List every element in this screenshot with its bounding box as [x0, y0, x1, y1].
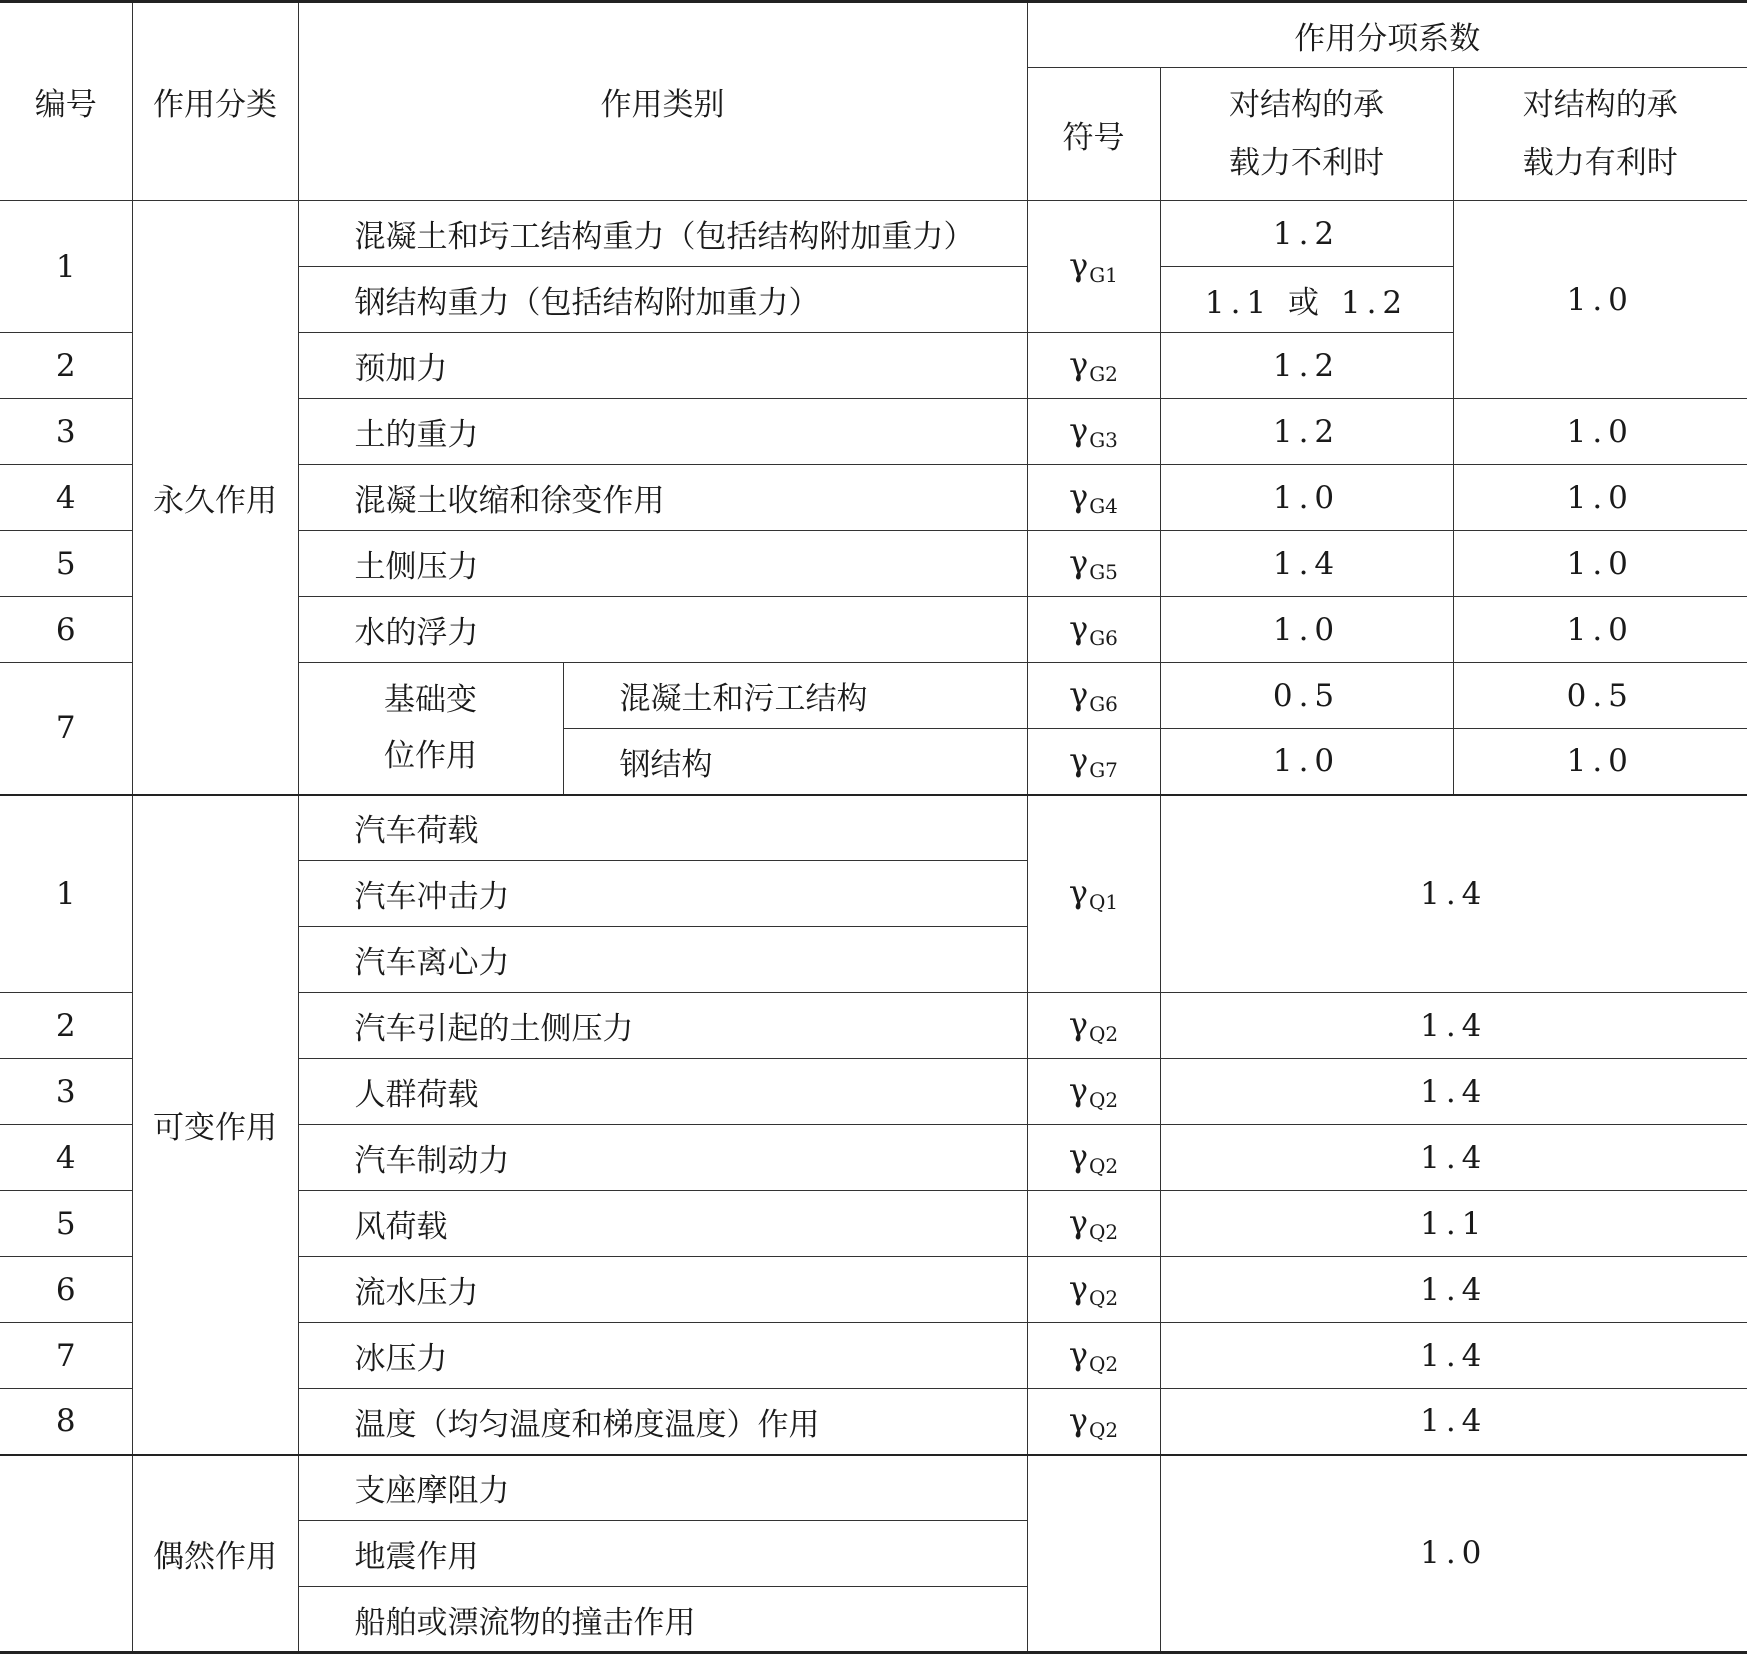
- header-type: 作用类别: [298, 2, 1027, 201]
- gamma-glyph: γ: [1069, 740, 1089, 779]
- row-number: 2: [0, 333, 132, 399]
- action-type: 混凝土收缩和徐变作用: [298, 465, 1027, 531]
- gamma-glyph: γ: [1069, 411, 1089, 449]
- coefficient-symbol: [1027, 1257, 1160, 1323]
- action-type: 土的重力: [298, 399, 1027, 465]
- action-subtype: 混凝土和污工结构: [563, 663, 1027, 729]
- coefficient-symbol: [1027, 1389, 1160, 1455]
- coefficient-symbol: [1027, 1059, 1160, 1125]
- gamma-glyph: γ: [1069, 477, 1089, 515]
- symbol-subscript: Q2: [1089, 1417, 1119, 1442]
- gamma-glyph: γ: [1069, 246, 1089, 284]
- header-favorable-line1: 对结构的承: [1522, 87, 1678, 123]
- action-type: 汽车冲击力: [298, 861, 1027, 927]
- header-category: 作用分类: [132, 2, 298, 201]
- favorable-value: 1.0: [1453, 531, 1747, 597]
- row-number: 1: [0, 201, 132, 333]
- row-number: 6: [0, 597, 132, 663]
- header-row-1: [0, 2, 1747, 68]
- coefficient-symbol: [1027, 1323, 1160, 1389]
- table-row: [0, 1455, 1747, 1521]
- action-type: 混凝土和圬工结构重力（包括结构附加重力）: [298, 201, 1027, 267]
- category-accidental: 偶然作用: [132, 1455, 298, 1653]
- symbol-subscript: Q2: [1089, 1352, 1119, 1376]
- gamma-glyph: γ: [1068, 1400, 1088, 1439]
- action-subtype: 钢结构: [563, 729, 1027, 795]
- row-number: 7: [0, 1323, 132, 1389]
- favorable-value: 1.0: [1453, 729, 1747, 795]
- action-type: 土侧压力: [298, 531, 1027, 597]
- favorable-value: 1.0: [1453, 597, 1747, 663]
- coefficient-symbol: [1027, 729, 1160, 795]
- action-type: 船舶或漂流物的撞击作用: [298, 1587, 1027, 1653]
- unfavorable-value: 1.4: [1160, 531, 1453, 597]
- header-symbol: 符号: [1027, 68, 1160, 201]
- coefficient-symbol: [1027, 663, 1160, 729]
- symbol-subscript: G7: [1089, 757, 1118, 782]
- action-type: 地震作用: [298, 1521, 1027, 1587]
- action-type: 预加力: [298, 333, 1027, 399]
- gamma-glyph: γ: [1068, 873, 1088, 912]
- gamma-glyph: γ: [1068, 1071, 1088, 1109]
- unfavorable-value: 1.2: [1160, 201, 1453, 267]
- unfavorable-value: 1.0: [1160, 729, 1453, 795]
- header-unfavorable-line1: 对结构的承: [1229, 87, 1384, 123]
- coefficient-value: 1.4: [1160, 1389, 1747, 1455]
- coefficient-symbol: [1027, 993, 1160, 1059]
- coefficient-symbol: [1027, 1191, 1160, 1257]
- favorable-value: 0.5: [1453, 663, 1747, 729]
- action-type: 汽车制动力: [298, 1125, 1027, 1191]
- coefficient-value: 1.4: [1160, 1125, 1747, 1191]
- coefficient-symbol-empty: [1027, 1455, 1160, 1653]
- symbol-subscript: G3: [1089, 428, 1118, 452]
- category-permanent: 永久作用: [132, 201, 298, 795]
- gamma-glyph: γ: [1068, 1005, 1088, 1043]
- unfavorable-value: 1.2: [1160, 333, 1453, 399]
- action-type: 冰压力: [298, 1323, 1027, 1389]
- symbol-subscript: Q1: [1089, 890, 1119, 915]
- coefficient-symbol: [1027, 333, 1160, 399]
- coefficient-symbol: [1027, 597, 1160, 663]
- coefficient-value: 1.4: [1160, 993, 1747, 1059]
- action-type: 风荷载: [298, 1191, 1027, 1257]
- row-number: 3: [0, 1059, 132, 1125]
- header-favorable-line2: 载力有利时: [1522, 145, 1678, 181]
- unfavorable-value: 1.0: [1160, 597, 1453, 663]
- coefficient-symbol: [1027, 399, 1160, 465]
- row-number: 3: [0, 399, 132, 465]
- table-row: [0, 201, 1747, 267]
- symbol-subscript: G6: [1089, 626, 1118, 650]
- row-number: 5: [0, 1191, 132, 1257]
- favorable-value: 1.0: [1453, 201, 1747, 399]
- header-no: 编号: [0, 2, 132, 201]
- row-number: 7: [0, 663, 132, 795]
- row-number: 4: [0, 465, 132, 531]
- coefficient-symbol: [1027, 531, 1160, 597]
- header-unfavorable-line2: 载力不利时: [1229, 145, 1384, 181]
- gamma-glyph: γ: [1068, 1203, 1088, 1241]
- action-type: 钢结构重力（包括结构附加重力）: [298, 267, 1027, 333]
- gamma-glyph: γ: [1069, 609, 1089, 647]
- symbol-subscript: Q2: [1089, 1286, 1119, 1310]
- foundation-displacement-group: [298, 663, 563, 795]
- favorable-value: 1.0: [1453, 399, 1747, 465]
- row-number: 2: [0, 993, 132, 1059]
- row-number: 8: [0, 1389, 132, 1455]
- unfavorable-value: 0.5: [1160, 663, 1453, 729]
- row-number: 1: [0, 795, 132, 993]
- symbol-subscript: Q2: [1089, 1154, 1119, 1178]
- gamma-glyph: γ: [1068, 1335, 1088, 1373]
- action-type: 流水压力: [298, 1257, 1027, 1323]
- action-type: 汽车离心力: [298, 927, 1027, 993]
- header-unfavorable: [1160, 68, 1453, 201]
- coefficient-value: 1.4: [1160, 1257, 1747, 1323]
- action-type: 支座摩阻力: [298, 1455, 1027, 1521]
- header-favorable: [1453, 68, 1747, 201]
- gamma-glyph: γ: [1069, 675, 1089, 713]
- gamma-glyph: γ: [1068, 1269, 1088, 1307]
- action-type: 水的浮力: [298, 597, 1027, 663]
- coefficient-symbol: [1027, 1125, 1160, 1191]
- row-number: 5: [0, 531, 132, 597]
- symbol-subscript: Q2: [1089, 1220, 1119, 1244]
- symbol-subscript: G2: [1089, 362, 1118, 386]
- coefficient-value: 1.4: [1160, 1323, 1747, 1389]
- action-type: 人群荷载: [298, 1059, 1027, 1125]
- table-row: [0, 795, 1747, 861]
- category-variable: 可变作用: [132, 795, 298, 1455]
- symbol-subscript: G6: [1089, 692, 1118, 716]
- unfavorable-value: 1.1 或 1.2: [1160, 267, 1453, 333]
- action-type: 温度（均匀温度和梯度温度）作用: [298, 1389, 1027, 1455]
- coefficient-value: 1.4: [1160, 1059, 1747, 1125]
- header-coefficient-group: 作用分项系数: [1027, 2, 1747, 68]
- gamma-glyph: γ: [1069, 543, 1089, 581]
- gamma-glyph: γ: [1068, 1137, 1088, 1175]
- symbol-subscript: Q2: [1089, 1022, 1119, 1046]
- unfavorable-value: 1.2: [1160, 399, 1453, 465]
- coefficient-value: 1.0: [1160, 1455, 1747, 1653]
- group-label-line2: 位作用: [384, 738, 477, 775]
- action-type: 汽车引起的土侧压力: [298, 993, 1027, 1059]
- row-number: 6: [0, 1257, 132, 1323]
- favorable-value: 1.0: [1453, 465, 1747, 531]
- coefficient-symbol: [1027, 201, 1160, 333]
- row-number-empty: [0, 1455, 132, 1653]
- group-label-line1: 基础变: [384, 682, 477, 719]
- symbol-subscript: G4: [1089, 494, 1118, 518]
- gamma-glyph: γ: [1069, 345, 1089, 383]
- coefficient-symbol: [1027, 795, 1160, 993]
- coefficient-value: 1.4: [1160, 795, 1747, 993]
- unfavorable-value: 1.0: [1160, 465, 1453, 531]
- action-type: 汽车荷载: [298, 795, 1027, 861]
- symbol-subscript: G5: [1089, 560, 1118, 584]
- coefficient-value: 1.1: [1160, 1191, 1747, 1257]
- symbol-subscript: G1: [1089, 263, 1118, 287]
- row-number: 4: [0, 1125, 132, 1191]
- symbol-subscript: Q2: [1089, 1088, 1119, 1112]
- coefficient-symbol: [1027, 465, 1160, 531]
